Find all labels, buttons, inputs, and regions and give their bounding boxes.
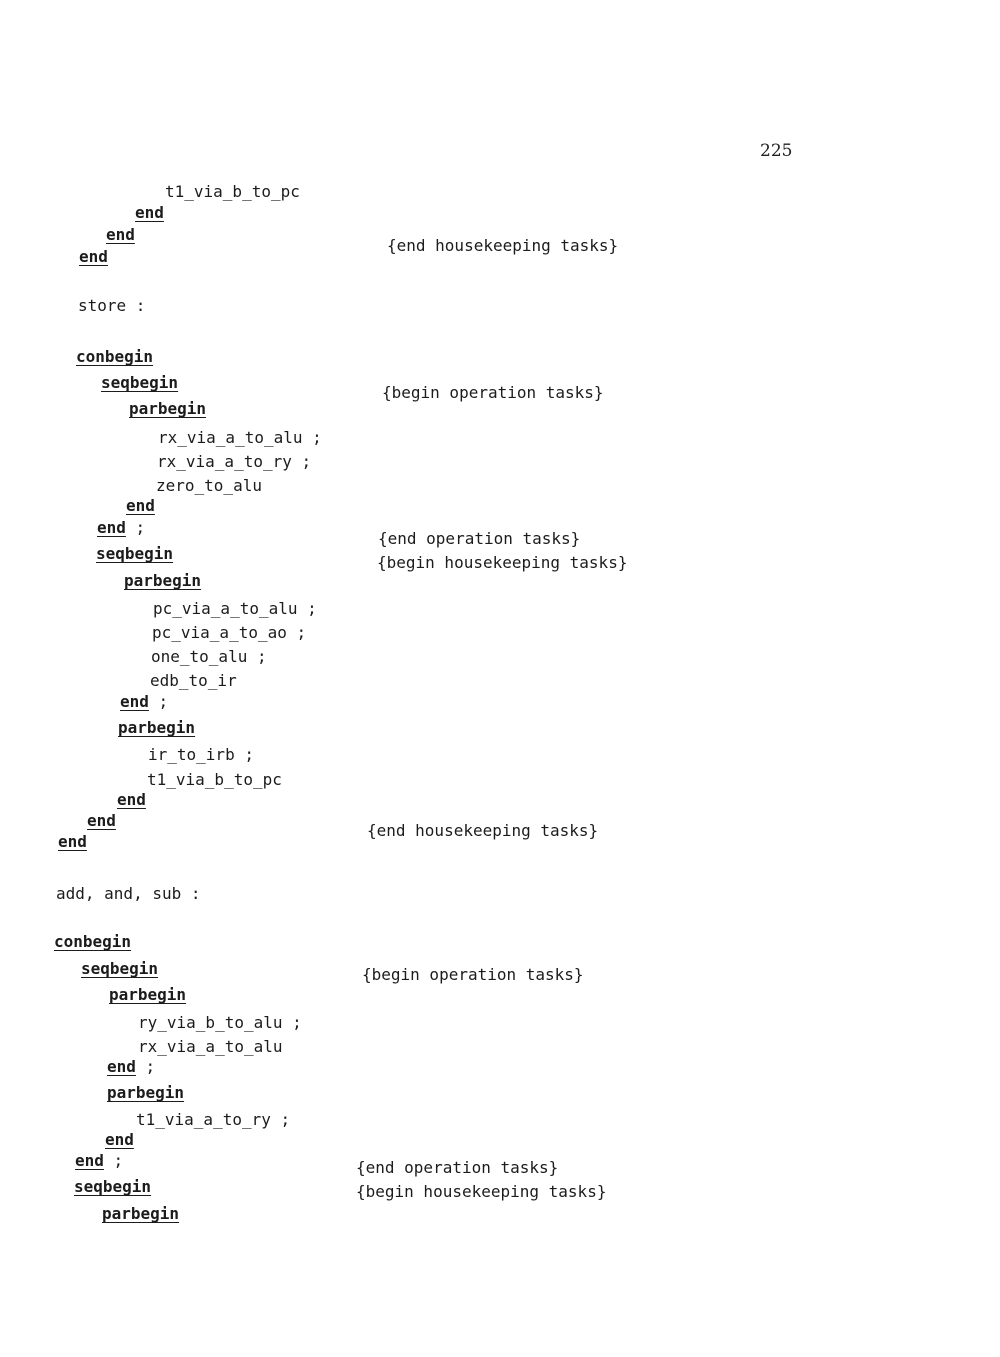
- code-line: pc_via_a_to_ao ;: [152, 623, 307, 642]
- page-number: 225: [760, 141, 793, 161]
- code-line: [135, 203, 164, 223]
- keyword: seqbegin: [81, 959, 159, 978]
- code-line: [106, 225, 135, 245]
- comment: {begin operation tasks}: [382, 383, 604, 402]
- code-line: end ;: [97, 518, 146, 537]
- code-line: edb_to_ir: [150, 671, 237, 690]
- code-line: [58, 832, 87, 852]
- keyword: parbegin: [109, 985, 187, 1004]
- code-line: [126, 496, 155, 516]
- code-line: rx_via_a_to_alu: [138, 1037, 283, 1056]
- keyword: parbegin: [107, 1083, 185, 1102]
- code-line: t1_via_b_to_pc: [147, 770, 282, 789]
- code-line: ry_via_b_to_alu ;: [138, 1013, 302, 1032]
- keyword: seqbegin: [101, 373, 179, 392]
- comment: {begin housekeeping tasks}: [377, 553, 628, 572]
- keyword: parbegin: [129, 399, 207, 418]
- code-line: [74, 1177, 151, 1197]
- code-line: rx_via_a_to_ry ;: [157, 452, 312, 471]
- code-line: zero_to_alu: [156, 476, 262, 495]
- code-line: [81, 959, 158, 979]
- code-line: t1_via_a_to_ry ;: [136, 1110, 291, 1129]
- code-line: [117, 790, 146, 810]
- keyword: end: [97, 518, 126, 537]
- keyword: seqbegin: [74, 1177, 152, 1196]
- code-line: rx_via_a_to_alu ;: [158, 428, 322, 447]
- label-line: add, and, sub :: [56, 884, 201, 903]
- code-line: t1_via_b_to_pc: [165, 182, 300, 201]
- code-line: [129, 399, 206, 419]
- keyword: end: [107, 1057, 136, 1076]
- code-line: end ;: [120, 692, 169, 711]
- keyword: conbegin: [76, 347, 154, 366]
- code-line: [118, 718, 195, 738]
- label-line: store :: [78, 296, 146, 315]
- code-line: pc_via_a_to_alu ;: [153, 599, 317, 618]
- comment: {begin operation tasks}: [362, 965, 584, 984]
- keyword: end: [106, 225, 135, 244]
- code-line: [79, 247, 108, 267]
- keyword: parbegin: [118, 718, 196, 737]
- code-line: end ;: [75, 1151, 124, 1170]
- keyword: end: [117, 790, 146, 809]
- code-line: [105, 1130, 134, 1150]
- keyword: end: [75, 1151, 104, 1170]
- code-line: ir_to_irb ;: [148, 745, 254, 764]
- keyword: end: [58, 832, 87, 851]
- code-line: [109, 985, 186, 1005]
- code-line: [107, 1083, 184, 1103]
- code-line: [101, 373, 178, 393]
- comment: {begin housekeeping tasks}: [356, 1182, 607, 1201]
- code-line: [87, 811, 116, 831]
- code-line: [76, 347, 153, 367]
- comment: {end housekeeping tasks}: [367, 821, 599, 840]
- code-line: [96, 544, 173, 564]
- keyword: parbegin: [124, 571, 202, 590]
- code-line: one_to_alu ;: [151, 647, 267, 666]
- code-line: [102, 1204, 179, 1224]
- keyword: end: [79, 247, 108, 266]
- keyword: parbegin: [102, 1204, 180, 1223]
- keyword: end: [87, 811, 116, 830]
- keyword: end: [126, 496, 155, 515]
- keyword: conbegin: [54, 932, 132, 951]
- keyword: end: [135, 203, 164, 222]
- keyword: end: [120, 692, 149, 711]
- comment: {end operation tasks}: [378, 529, 581, 548]
- comment: {end operation tasks}: [356, 1158, 559, 1177]
- comment: {end housekeeping tasks}: [387, 236, 619, 255]
- code-line: end ;: [107, 1057, 156, 1076]
- code-line: [54, 932, 131, 952]
- keyword: end: [105, 1130, 134, 1149]
- keyword: seqbegin: [96, 544, 174, 563]
- code-line: [124, 571, 201, 591]
